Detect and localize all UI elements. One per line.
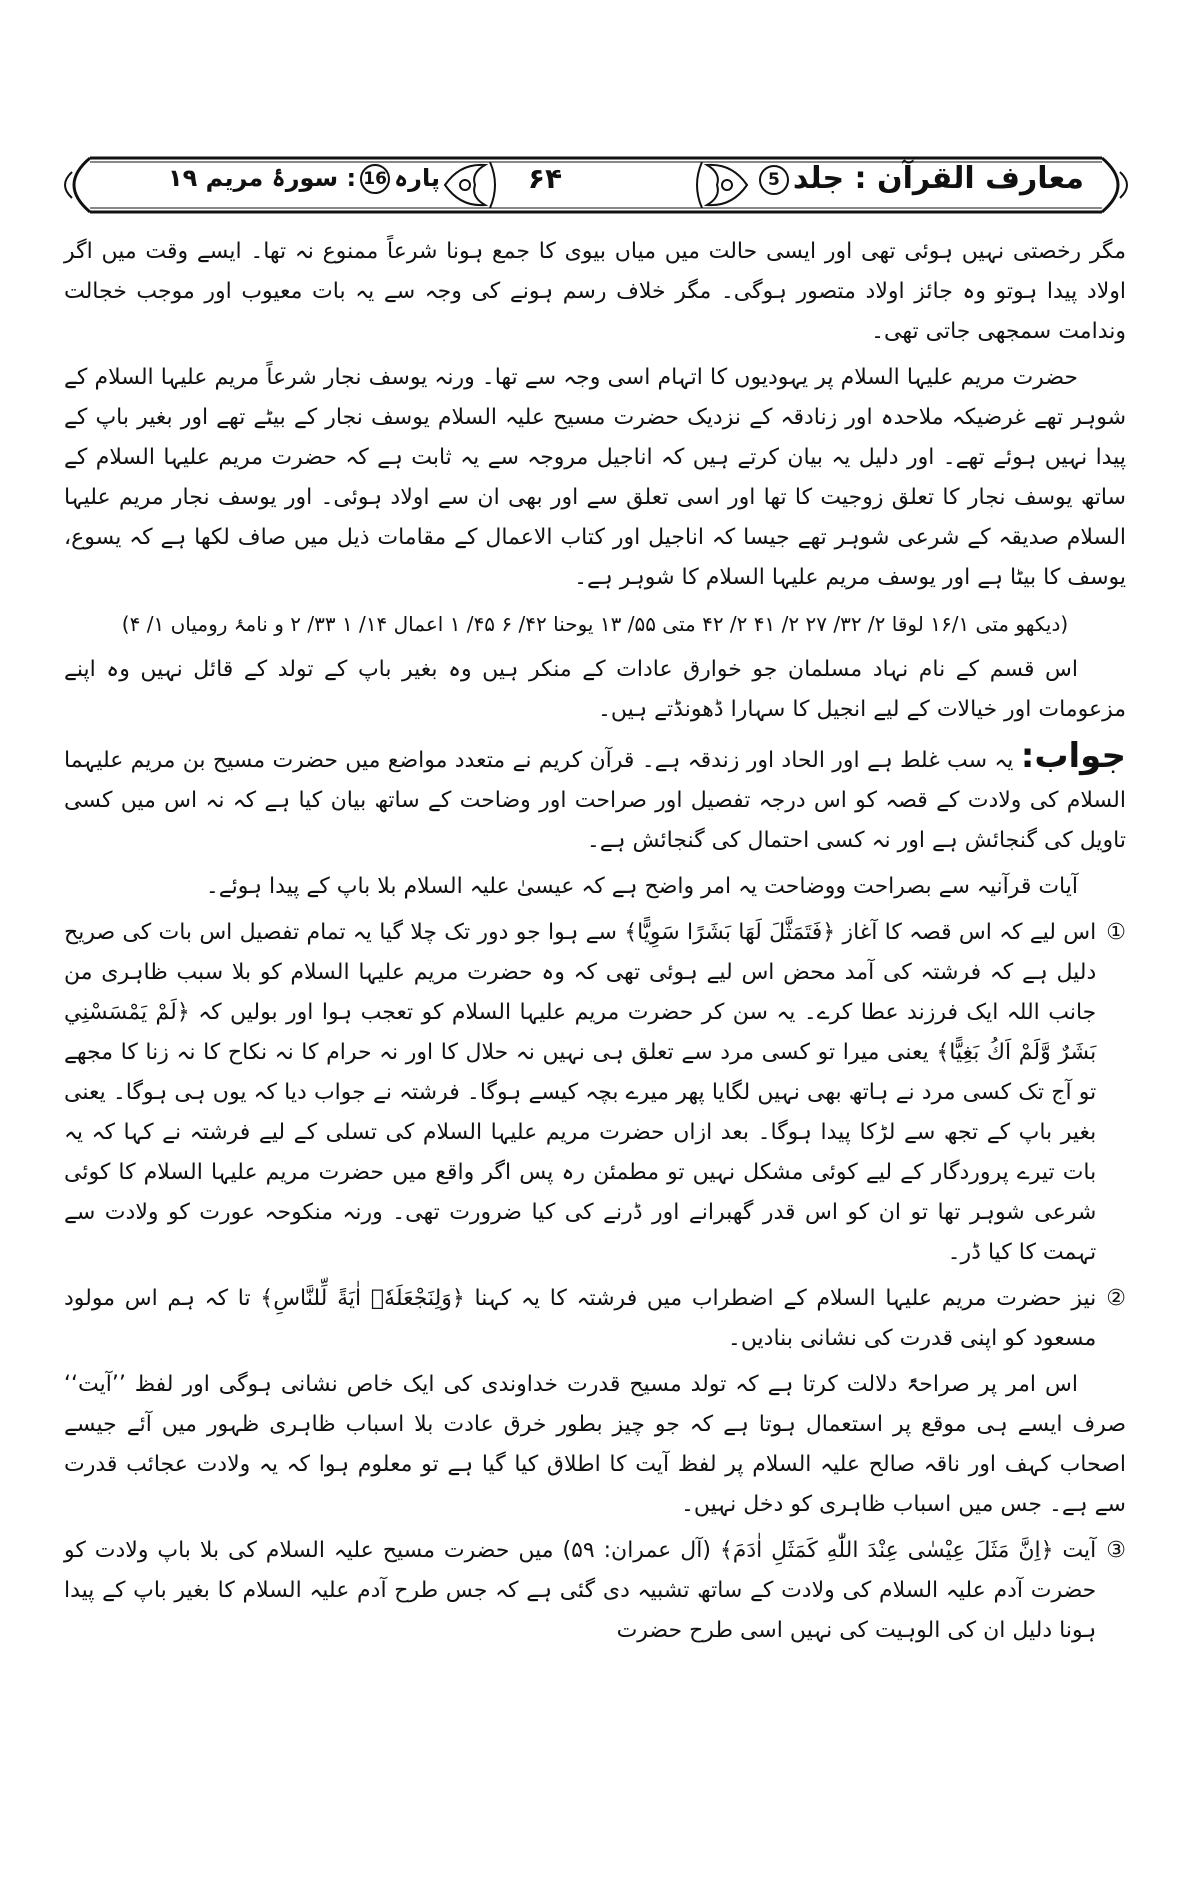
paragraph-5: آیات قرآنیہ سے بصراحت ووضاحت یہ امر واضح ہے کہ عیسیٰ علیہ السلام بلا باپ کے پیدا ہوئے۔: [205, 874, 1078, 899]
page-header: [50, 152, 1142, 218]
item-text-3: آیت ﴿اِنَّ مَثَلَ عِيْسٰى عِنْدَ اللّٰهِ كَمَثَلِ اٰدَمَ﴾ (آل عمران: ۵۹) میں حضرت مسیح علیہ السلام کی بلا باپ ولادت کو حضرت آدم علیہ السلام کی ولادت کے ساتھ تشبیہ دی گئی ہے کہ جس طرح آدم علیہ السلام کا بغیر باپ کے پیدا ہونا دلیل ان کی الوہیت کی نہیں اسی طرح حضرت: [64, 1538, 1097, 1643]
list-item-1: [64, 913, 1126, 1273]
book-title-text: معارف القرآن : جلد: [792, 161, 1084, 196]
para-number: 16: [360, 164, 390, 194]
paragraph-1: مگر رخصتی نہیں ہوئی تھی اور ایسی حالت میں میاں بیوی کا جمع ہونا شرعاً ممنوع نہ تھا۔ ایسے وقت میں اگر اولاد پیدا ہوتو وہ جائز اولاد متصور ہوگی۔ مگر خلاف رسم ہونے کی وجہ سے یہ بات معیوب اور موجب خجالت وندامت سمجھی جاتی تھی۔: [64, 239, 1126, 344]
item-text-1: اس لیے کہ اس قصہ کا آغاز ﴿فَتَمَثَّلَ لَهَا بَشَرًا سَوِيًّا﴾ سے ہوا جو دور تک چلا گیا یہ تمام تفصیل اس بات کی صریح دلیل ہے کہ فرشتہ کی آمد محض اس لیے ہوئی تھی کہ وہ حضرت مریم علیہا السلام کو بلا سبب ظاہری من جانب اللہ ایک فرزند عطا کرے۔ یہ سن کر حضرت مریم علیہا السلام کو تعجب ہوا اور بولیں کہ ﴿لَمْ يَمْسَسْنِي بَشَرٌ وَّلَمْ اَكُ بَغِيًّا﴾ یعنی میرا تو کسی مرد سے تعلق ہی نہیں نہ حلال کا اور نہ حرام کا نہ نکاح کا نہ زنا کا مجھے تو آج تک کسی مرد نے ہاتھ بھی نہیں لگایا پھر میرے بچہ کیسے ہوگا۔ فرشتہ نے جواب دیا کہ یوں ہی ہوگا۔ یعنی بغیر باپ کے تجھ سے لڑکا پیدا ہوگا۔ بعد ازاں حضرت مریم علیہا السلام کی تسلی کے لیے فرشتہ نے کہا کہ یہ بات تیرے پروردگار کے لیے کوئی مشکل نہیں تو مطمئن رہ پس اگر واقع میں حضرت مریم علیہا السلام کا کوئی شرعی شوہر تھا تو ان کو اس قدر گھبرانے اور ڈرنے کی کیا ضرورت تھی۔ ورنہ منکوحہ عورت کو ولادت سے تہمت کا کیا ڈر۔: [64, 920, 1097, 1265]
paragraph-2: حضرت مریم علیہا السلام پر یہودیوں کا اتہام اسی وجہ سے تھا۔ ورنہ یوسف نجار شرعاً مریم علیہا السلام کے شوہر تھے غرضیکہ ملاحدہ اور زنادقہ کے نزدیک حضرت مسیح علیہ السلام یوسف نجار کے بیٹے تھے اور بغیر باپ کے پیدا نہیں ہوئے تھے۔ اور دلیل یہ بیان کرتے ہیں کہ اناجیل مروجہ سے یہ ثابت ہے کہ حضرت مریم علیہا السلام کے ساتھ یوسف نجار کا تعلق زوجیت کا تھا اور اسی تعلق سے اور بھی ان سے اولاد ہوئی۔ اور یوسف نجار مریم علیہا السلام صدیقہ کے شرعی شوہر تھے جیسا کہ اناجیل اور کتاب الاعمال کے مقامات ذیل میں صاف لکھا ہے کہ یسوع، یوسف کا بیٹا ہے اور یوسف مریم علیہا السلام کا شوہر ہے۔: [64, 365, 1126, 590]
answer-text: یہ سب غلط ہے اور الحاد اور زندقہ ہے۔ قرآن کریم نے متعدد مواضع میں حضرت مسیح بن مریم علیہما السلام کی ولادت کے قصہ کو اس درجہ تفصیل اور صراحت اور وضاحت کے ساتھ بیان کیا ہے کہ نہ اس میں کسی تاویل کی گنجائش ہے اور نہ کسی احتمال کی گنجائش ہے۔: [64, 748, 1126, 853]
list-item-2: [64, 1279, 1126, 1359]
page-body: [64, 232, 1126, 1657]
book-title: [755, 161, 1084, 196]
item-text-2: نیز حضرت مریم علیہا السلام کے اضطراب میں فرشتہ کا یہ کہنا ﴿وَلِنَجْعَلَهٗۤ اٰيَةً لِّلنَّاسِ﴾ تا کہ ہم اس مولود مسعود کو اپنی قدرت کی نشانی بنادیں۔: [64, 1286, 1097, 1351]
item-number-1: ①: [1106, 920, 1126, 945]
answer-label: جواب:: [1020, 736, 1126, 776]
para-label: پارہ: [394, 164, 441, 192]
answer-paragraph: [64, 736, 1126, 861]
paragraph-3: اس قسم کے نام نہاد مسلمان جو خوارق عادات کے منکر ہیں وہ بغیر باپ کے تولد کے قائل نہیں وہ اپنے مزعومات اور خیالات کے لیے انجیل کا سہارا ڈھونڈتے ہیں۔: [64, 657, 1126, 722]
paragraph-6: اس امر پر صراحۃً دلالت کرتا ہے کہ تولد مسیح قدرت خداوندی کی ایک خاص نشانی ہوگی اور لفظ ’’آیت‘‘ صرف ایسے ہی موقع پر استعمال ہوتا ہے کہ جو چیز بطور خرق عادت بلا اسباب ظاہری ظہور میں آئے جیسے اصحاب کہف اور ناقہ صالح علیہ السلام پر لفظ آیت کا اطلاق کیا گیا ہے تو معلوم ہوا کہ یہ ولادت عجائب قدرت سے ہے۔ جس میں اسباب ظاہری کو دخل نہیں۔: [64, 1372, 1126, 1517]
volume-number: 5: [759, 165, 789, 195]
para-surah-label: [168, 164, 440, 194]
page-number: ۶۴: [527, 162, 563, 195]
list-item-3: [64, 1531, 1126, 1651]
item-number-2: ②: [1106, 1286, 1126, 1311]
surah-label: : سورۂ مریم ۱۹: [168, 164, 357, 192]
item-number-3: ③: [1106, 1538, 1126, 1563]
scripture-reference: (دیکھو متی ۱۶/۱ لوقا ۲/ ۳۲/ ۲۷ ۲/ ۴۱ ۲/ ۴۲ متی ۵۵/ ۱۳ یوحنا ۴۲/ ۶ ۴۵/ ۱ اعمال ۱۴/ ۱ ۳۳/ ۲ و نامۂ رومیاں ۱/ ۴): [121, 612, 1069, 636]
